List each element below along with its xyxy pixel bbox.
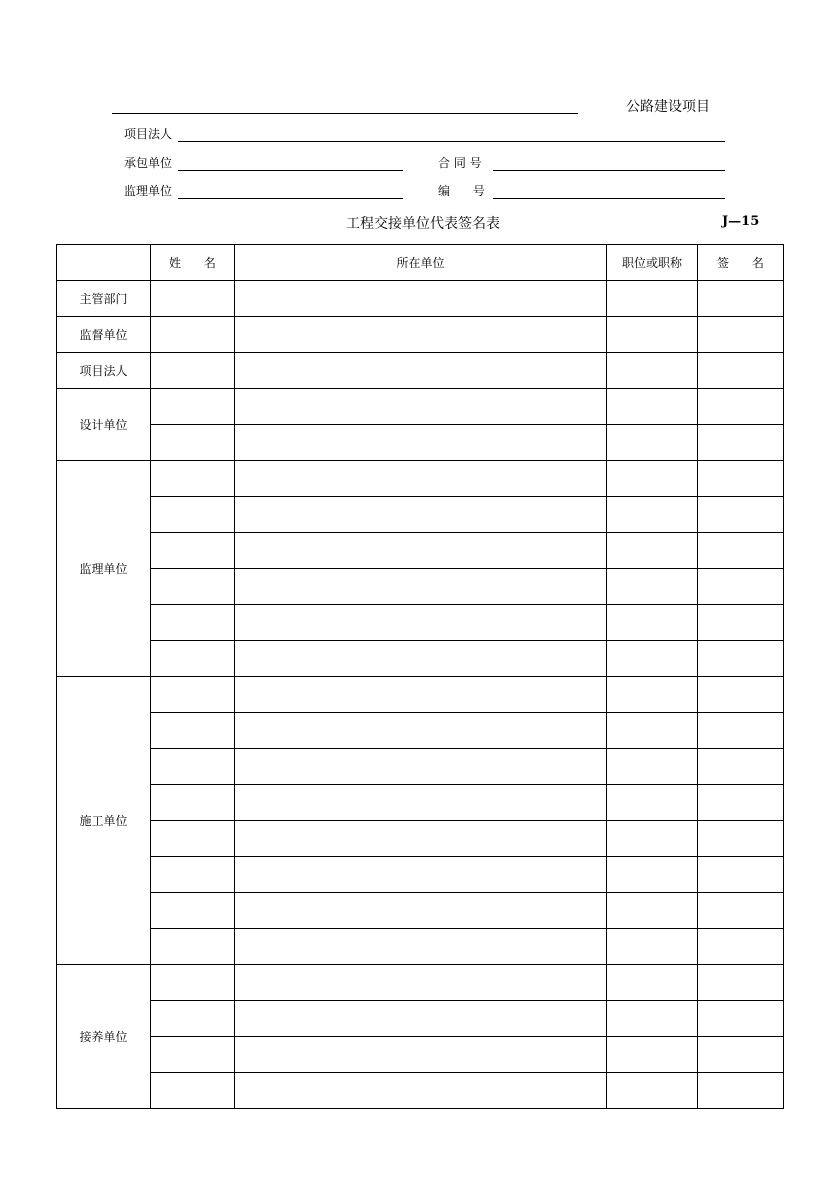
name-cell[interactable] xyxy=(151,641,235,677)
position-cell[interactable] xyxy=(607,1037,698,1073)
position-cell[interactable] xyxy=(607,1001,698,1037)
name-cell[interactable] xyxy=(151,461,235,497)
name-cell[interactable] xyxy=(151,281,235,317)
unit-cell[interactable] xyxy=(235,569,607,605)
signature-cell[interactable] xyxy=(698,389,784,425)
name-cell[interactable] xyxy=(151,677,235,713)
signature-cell[interactable] xyxy=(698,749,784,785)
unit-cell[interactable] xyxy=(235,713,607,749)
name-cell[interactable] xyxy=(151,353,235,389)
unit-cell[interactable] xyxy=(235,641,607,677)
table-row xyxy=(57,965,784,1001)
unit-cell[interactable] xyxy=(235,353,607,389)
position-cell[interactable] xyxy=(607,857,698,893)
signature-cell[interactable] xyxy=(698,353,784,389)
signature-cell[interactable] xyxy=(698,1037,784,1073)
name-cell[interactable] xyxy=(151,1073,235,1109)
position-cell[interactable] xyxy=(607,677,698,713)
table-header-row xyxy=(57,245,784,281)
position-cell[interactable] xyxy=(607,281,698,317)
table-row xyxy=(57,893,784,929)
signature-cell[interactable] xyxy=(698,1001,784,1037)
table-row xyxy=(57,857,784,893)
serial-no-label: 编 号 xyxy=(438,184,485,198)
contractor-field[interactable] xyxy=(178,170,403,171)
column-header-position xyxy=(607,245,698,281)
unit-cell[interactable] xyxy=(235,929,607,965)
form-title: 工程交接单位代表签名表 xyxy=(346,216,500,232)
name-cell[interactable] xyxy=(151,569,235,605)
name-cell[interactable] xyxy=(151,821,235,857)
name-cell[interactable] xyxy=(151,857,235,893)
table-row xyxy=(57,929,784,965)
signature-cell[interactable] xyxy=(698,425,784,461)
group-label-design-unit: 设计单位 xyxy=(57,389,151,461)
name-cell[interactable] xyxy=(151,425,235,461)
unit-cell[interactable] xyxy=(235,1001,607,1037)
table-row xyxy=(57,461,784,497)
signature-cell[interactable] xyxy=(698,461,784,497)
name-cell[interactable] xyxy=(151,893,235,929)
unit-cell[interactable] xyxy=(235,461,607,497)
column-header-signature-label: 签 名 xyxy=(717,256,764,270)
unit-cell[interactable] xyxy=(235,785,607,821)
signature-cell[interactable] xyxy=(698,497,784,533)
table-row xyxy=(57,533,784,569)
signature-cell[interactable] xyxy=(698,929,784,965)
position-cell[interactable] xyxy=(607,317,698,353)
unit-cell[interactable] xyxy=(235,389,607,425)
column-header-unit-label: 所在单位 xyxy=(396,256,445,270)
position-cell[interactable] xyxy=(607,713,698,749)
name-cell[interactable] xyxy=(151,785,235,821)
table-row xyxy=(57,641,784,677)
signature-cell[interactable] xyxy=(698,317,784,353)
table-row xyxy=(57,1001,784,1037)
contractor-label: 承包单位 xyxy=(124,156,173,170)
position-cell[interactable] xyxy=(607,641,698,677)
signature-table xyxy=(56,244,784,1109)
name-cell[interactable] xyxy=(151,1037,235,1073)
table-row xyxy=(57,317,784,353)
unit-cell[interactable] xyxy=(235,533,607,569)
group-label-project-owner: 项目法人 xyxy=(57,353,151,389)
unit-cell[interactable] xyxy=(235,1073,607,1109)
column-header-name-label: 姓 名 xyxy=(169,256,216,270)
signature-cell[interactable] xyxy=(698,605,784,641)
contract-no-label: 合 同 号 xyxy=(438,156,482,170)
position-cell[interactable] xyxy=(607,353,698,389)
signature-cell[interactable] xyxy=(698,893,784,929)
name-cell[interactable] xyxy=(151,389,235,425)
unit-cell[interactable] xyxy=(235,677,607,713)
table-row xyxy=(57,281,784,317)
group-label-construction-unit: 施工单位 xyxy=(57,677,151,965)
name-cell[interactable] xyxy=(151,965,235,1001)
position-cell[interactable] xyxy=(607,425,698,461)
supervisor-field[interactable] xyxy=(178,198,403,199)
position-cell[interactable] xyxy=(607,965,698,1001)
name-cell[interactable] xyxy=(151,1001,235,1037)
unit-cell[interactable] xyxy=(235,425,607,461)
unit-cell[interactable] xyxy=(235,857,607,893)
position-cell[interactable] xyxy=(607,605,698,641)
serial-no-field[interactable] xyxy=(493,198,725,199)
name-cell[interactable] xyxy=(151,713,235,749)
corner-cell xyxy=(57,245,151,281)
name-cell[interactable] xyxy=(151,929,235,965)
position-cell[interactable] xyxy=(607,821,698,857)
name-cell[interactable] xyxy=(151,533,235,569)
table-row xyxy=(57,1037,784,1073)
contract-no-field[interactable] xyxy=(493,170,725,171)
table-row xyxy=(57,821,784,857)
table-row xyxy=(57,1073,784,1109)
position-cell[interactable] xyxy=(607,569,698,605)
unit-cell[interactable] xyxy=(235,749,607,785)
unit-cell[interactable] xyxy=(235,965,607,1001)
name-cell[interactable] xyxy=(151,317,235,353)
table-row xyxy=(57,749,784,785)
signature-cell[interactable] xyxy=(698,281,784,317)
signature-cell[interactable] xyxy=(698,569,784,605)
table-row xyxy=(57,389,784,425)
project-name-line[interactable] xyxy=(112,113,578,114)
position-cell[interactable] xyxy=(607,497,698,533)
position-cell[interactable] xyxy=(607,893,698,929)
signature-cell[interactable] xyxy=(698,713,784,749)
signature-cell[interactable] xyxy=(698,785,784,821)
unit-cell[interactable] xyxy=(235,497,607,533)
unit-cell[interactable] xyxy=(235,281,607,317)
form-code: J—15 xyxy=(722,214,760,229)
signature-cell[interactable] xyxy=(698,677,784,713)
table-row xyxy=(57,425,784,461)
table-row xyxy=(57,677,784,713)
signature-cell[interactable] xyxy=(698,821,784,857)
column-header-signature xyxy=(698,245,784,281)
group-label-competent-dept: 主管部门 xyxy=(57,281,151,317)
column-header-unit xyxy=(235,245,607,281)
project-owner-field[interactable] xyxy=(178,141,725,142)
group-label-supervisor-unit: 监理单位 xyxy=(57,461,151,677)
position-cell[interactable] xyxy=(607,1073,698,1109)
unit-cell[interactable] xyxy=(235,605,607,641)
signature-cell[interactable] xyxy=(698,1073,784,1109)
column-header-name xyxy=(151,245,235,281)
position-cell[interactable] xyxy=(607,461,698,497)
project-title: 公路建设项目 xyxy=(626,99,710,115)
unit-cell[interactable] xyxy=(235,317,607,353)
table-row xyxy=(57,497,784,533)
name-cell[interactable] xyxy=(151,605,235,641)
group-label-supervision-unit: 监督单位 xyxy=(57,317,151,353)
position-cell[interactable] xyxy=(607,533,698,569)
signature-cell[interactable] xyxy=(698,857,784,893)
position-cell[interactable] xyxy=(607,785,698,821)
signature-cell[interactable] xyxy=(698,533,784,569)
unit-cell[interactable] xyxy=(235,893,607,929)
table-row xyxy=(57,569,784,605)
group-label-maintenance-unit: 接养单位 xyxy=(57,965,151,1109)
unit-cell[interactable] xyxy=(235,821,607,857)
supervisor-label: 监理单位 xyxy=(124,184,173,198)
name-cell[interactable] xyxy=(151,497,235,533)
table-row xyxy=(57,605,784,641)
column-header-position-label: 职位或职称 xyxy=(621,256,682,270)
signature-cell[interactable] xyxy=(698,965,784,1001)
name-cell[interactable] xyxy=(151,749,235,785)
unit-cell[interactable] xyxy=(235,1037,607,1073)
position-cell[interactable] xyxy=(607,749,698,785)
position-cell[interactable] xyxy=(607,929,698,965)
table-row xyxy=(57,353,784,389)
position-cell[interactable] xyxy=(607,389,698,425)
table-row xyxy=(57,785,784,821)
signature-cell[interactable] xyxy=(698,641,784,677)
table-row xyxy=(57,713,784,749)
project-owner-label: 项目法人 xyxy=(124,127,173,141)
